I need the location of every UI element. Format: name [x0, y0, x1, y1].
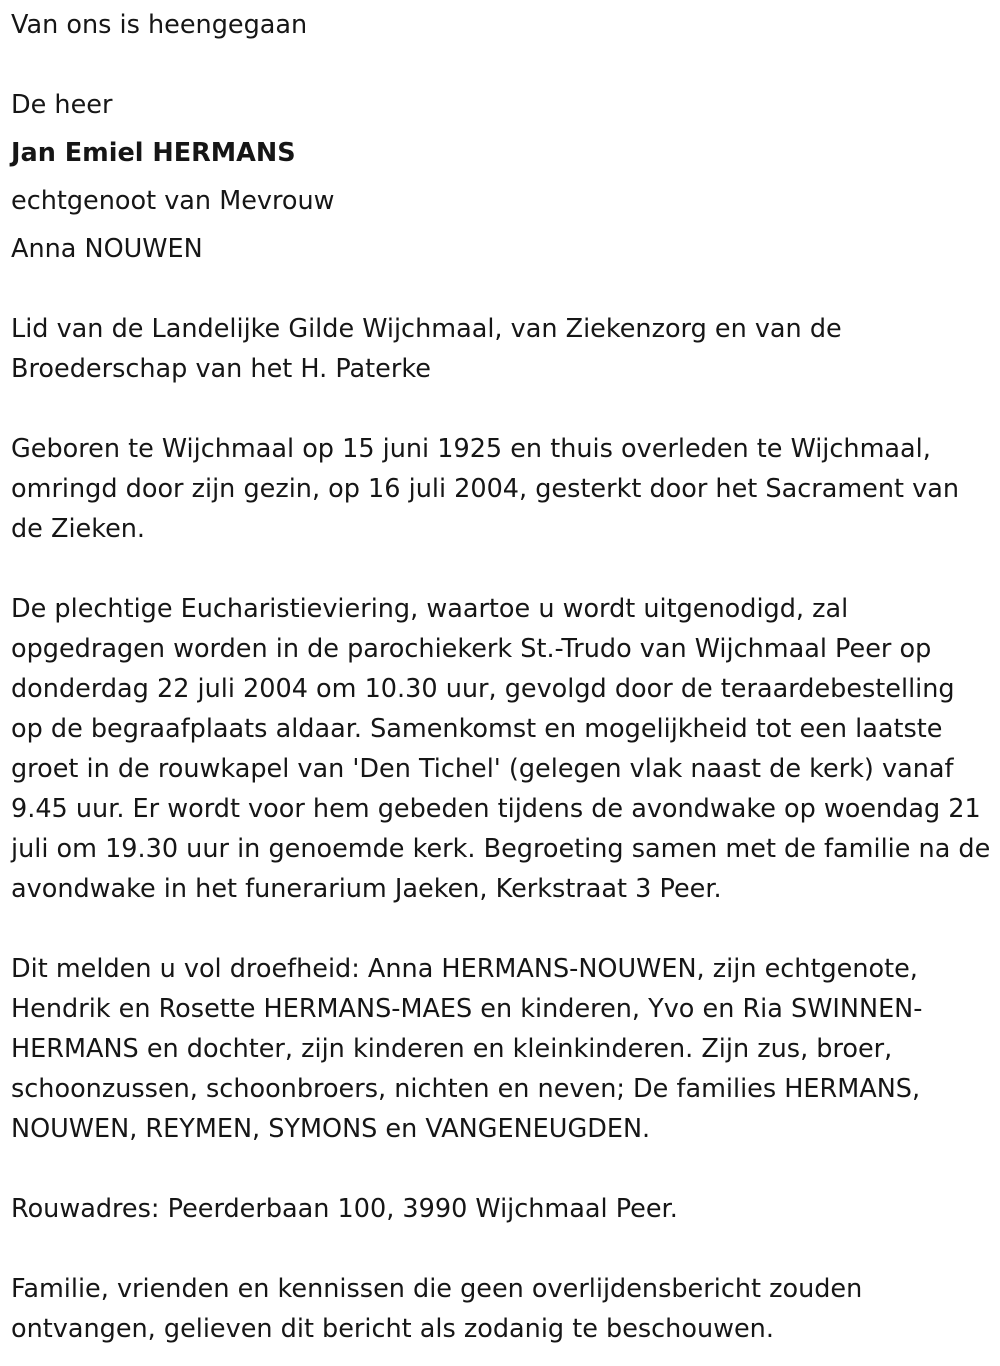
deceased-name: Jan Emiel HERMANS — [11, 138, 296, 168]
address-paragraph: Rouwadres: Peerderbaan 100, 3990 Wijchmaal Peer. — [11, 1194, 678, 1224]
birth-death-paragraph: Geboren te Wijchmaal op 15 juni 1925 en thuis overleden te Wijchmaal, omringd door zijn gezin, op 16 juli 2004, gesterkt door het Sacrament van de Zieken. — [11, 434, 959, 544]
salutation: De heer — [11, 90, 113, 120]
spouse-name: Anna NOUWEN — [11, 234, 203, 264]
spouse-label: echtgenoot van Mevrouw — [11, 186, 335, 216]
membership-paragraph: Lid van de Landelijke Gilde Wijchmaal, van Ziekenzorg en van de Broederschap van het H. Paterke — [11, 314, 842, 384]
family-paragraph: Dit melden u vol droefheid: Anna HERMANS-NOUWEN, zijn echtgenote, Hendrik en Rosette HERMANS-MAES en kinderen, Yvo en Ria SWINNEN-HERMANS en dochter, zijn kinderen en kleinkinderen. Zijn zus, broer, schoonzussen, schoonbroers, nichten en neven; De families HERMANS, NOUWEN, REYMEN, SYMONS en VANGENEUGDEN. — [11, 954, 923, 1144]
ceremony-paragraph: De plechtige Eucharistieviering, waartoe u wordt uitgenodigd, zal opgedragen worden in de parochiekerk St.-Trudo van Wijchmaal Peer op donderdag 22 juli 2004 om 10.30 uur, gevolgd door de teraardebestelling op de begraafplaats aldaar. Samenkomst en mogelijkheid tot een laatste groet in de rouwkapel van 'Den Tichel' (gelegen vlak naast de kerk) vanaf 9.45 uur. Er wordt voor hem gebeden tijdens de avondwake op woendag 21 juli om 19.30 uur in genoemde kerk. Begroeting samen met de familie na de avondwake in het funerarium Jaeken, Kerkstraat 3 Peer. — [11, 594, 991, 904]
closing-paragraph: Familie, vrienden en kennissen die geen overlijdensbericht zouden ontvangen, gelieven dit bericht als zodanig te beschouwen. — [11, 1274, 863, 1344]
intro-line: Van ons is heengegaan — [11, 10, 308, 40]
